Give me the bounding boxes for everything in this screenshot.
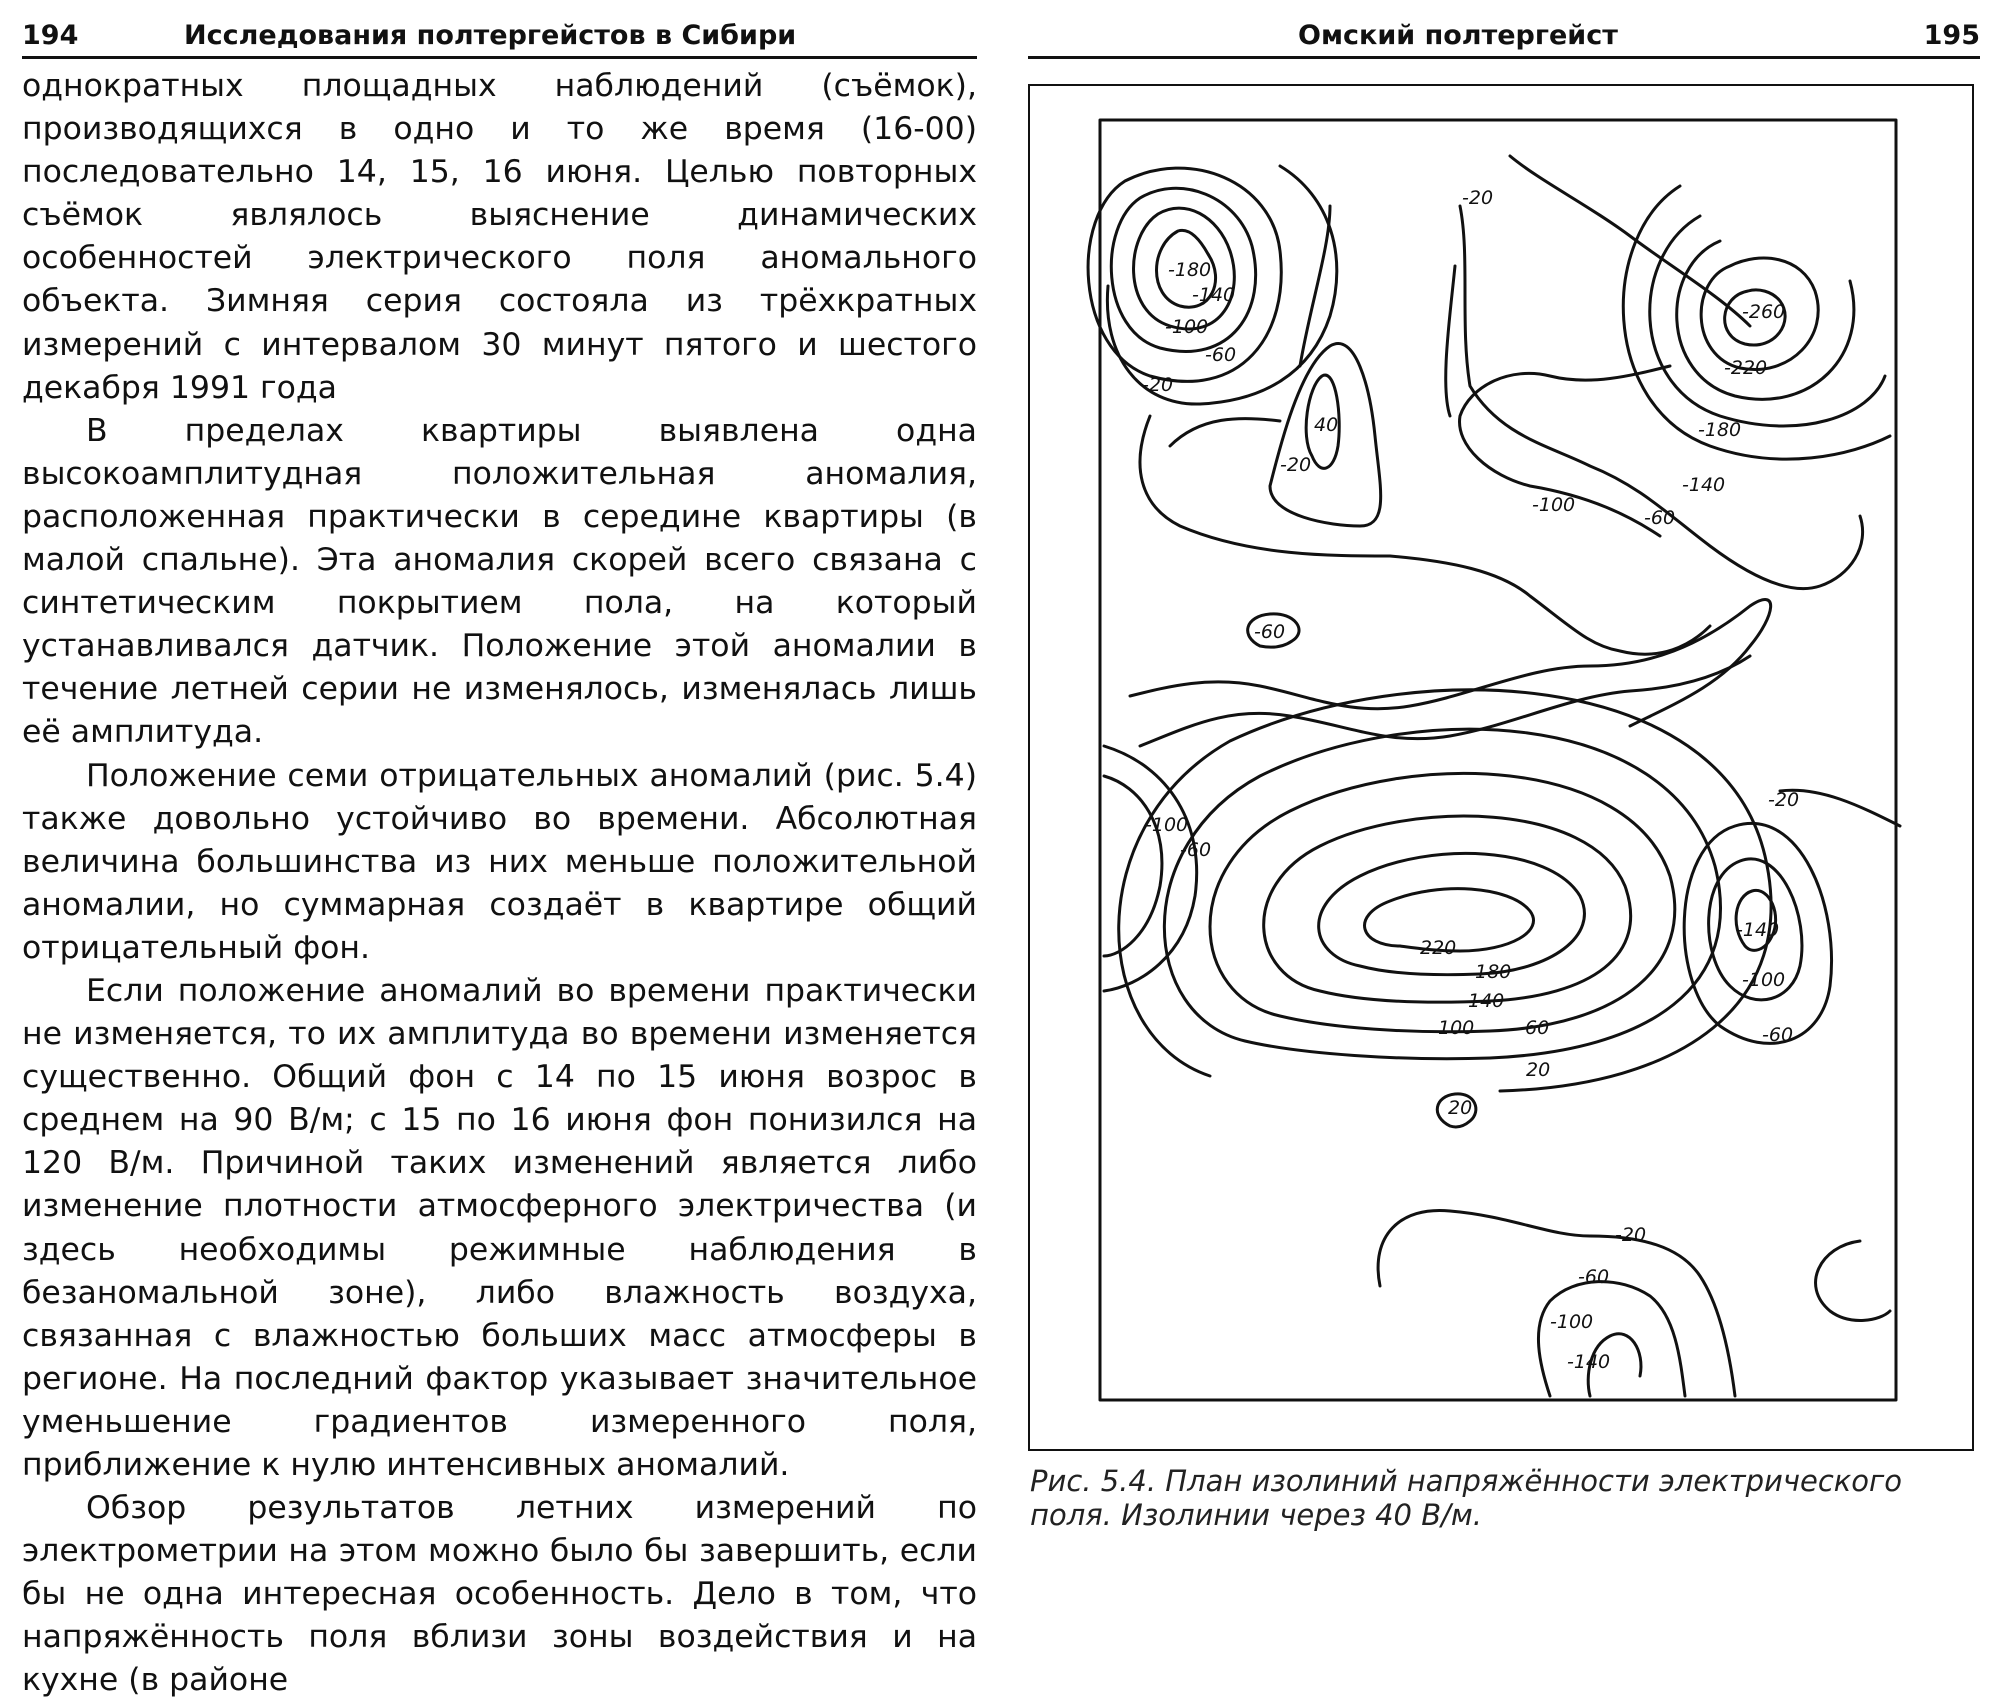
paragraph: однократных площадных наблюдений (съёмок), производящихся в одно и то же время (16-00) последовательно 14, 15, 16 июня. Целью повторных съёмок являлось выяснение динамических особенностей электрического поля аномального объекта. Зимняя серия состояла из трёхкратных измерений с интервалом 30 минут пятого и шестого декабря 1991 года <box>22 68 977 406</box>
label: 60 <box>1525 1017 1550 1039</box>
right-page <box>1028 16 1980 1536</box>
label: -20 <box>1280 454 1312 476</box>
isolines-left <box>1104 746 1197 991</box>
isolines-middle-band <box>1130 600 1771 746</box>
label: -100 <box>1145 814 1189 836</box>
label: -60 <box>1578 1266 1610 1288</box>
label: -140 <box>1192 284 1236 306</box>
label: -100 <box>1165 316 1209 338</box>
label: 20 <box>1448 1097 1473 1119</box>
label: -20 <box>1768 789 1800 811</box>
label: -20 <box>1142 374 1174 396</box>
label: -100 <box>1550 1311 1594 1333</box>
label: 180 <box>1475 961 1512 983</box>
left-page <box>22 16 977 1699</box>
label: -60 <box>1254 621 1286 643</box>
label: -260 <box>1742 301 1786 323</box>
running-title: Омский полтергейст <box>1298 20 1618 51</box>
page-number: 194 <box>22 20 79 51</box>
label: -20 <box>1462 187 1494 209</box>
label: -100 <box>1532 494 1576 516</box>
paragraph: Если положение аномалий во времени практически не изменяется, то их амплитуда во времени изменяется существенно. Общий фон с 14 по 15 июня возрос в среднем на 90 В/м; с 15 по 16 июня фон понизился на 120 В/м. Причиной таких изменений является либо изменение плотности атмосферного электричества (и здесь необходимы режимные наблюдения в безаномальной зоне), либо влажность воздуха, связанная с влажностью больших масс атмосферы в регионе. На последний фактор указывает значительное уменьшение градиентов измеренного поля, приближение к нулю интенсивных аномалий. <box>22 972 977 1483</box>
label: -60 <box>1762 1024 1794 1046</box>
label: -220 <box>1724 357 1768 379</box>
label: -60 <box>1180 839 1212 861</box>
label: -140 <box>1567 1351 1611 1373</box>
paragraph: В пределах квартиры выявлена одна высокоамплитудная положительная аномалия, расположенная практически в середине квартиры (в малой спальне). Эта аномалия скорей всего связана с синтетическим покрытием пола, на который устанавливался датчик. Положение этой аномалии в течение летней серии не изменялось, изменялась лишь её амплитуда. <box>22 412 977 751</box>
isoline-map <box>1030 86 1976 1453</box>
label: -60 <box>1644 507 1676 529</box>
page-number: 195 <box>1923 20 1980 51</box>
label: -140 <box>1682 474 1726 496</box>
label: -140 <box>1736 919 1780 941</box>
paragraph: Обзор результатов летних измерений по электрометрии на этом можно было бы завершить, если бы не одна интересная особенность. Дело в том, что напряжённость поля вблизи зоны воздействия и на кухне (в районе <box>22 1490 977 1699</box>
figure-caption: Рис. 5.4. План изолиний напряжённости электрического поля. Изолинии через 40 В/м. <box>1030 1464 1903 1532</box>
label: -180 <box>1168 259 1212 281</box>
left-page-header <box>22 16 977 59</box>
isolines-top-middle <box>1140 156 1863 654</box>
running-title: Исследования полтергейстов в Сибири <box>184 20 797 51</box>
label: 140 <box>1468 990 1505 1012</box>
figure-frame <box>1028 84 1974 1451</box>
right-page-header <box>1028 16 1980 59</box>
label: 40 <box>1314 414 1339 436</box>
isolines-right <box>1684 790 1900 1043</box>
paragraph: Положение семи отрицательных аномалий (рис. 5.4) также довольно устойчиво во времени. Абсолютная величина большинства из них меньше положительной аномалии, но суммарная создаёт в квартире общий отрицательный фон. <box>22 757 977 966</box>
label: 220 <box>1420 937 1457 959</box>
label: -180 <box>1698 419 1742 441</box>
body-text <box>22 65 977 1703</box>
label: -100 <box>1742 969 1786 991</box>
label: -20 <box>1615 1224 1647 1246</box>
label: 100 <box>1438 1017 1475 1039</box>
label: 20 <box>1526 1059 1551 1081</box>
label: -60 <box>1205 344 1237 366</box>
